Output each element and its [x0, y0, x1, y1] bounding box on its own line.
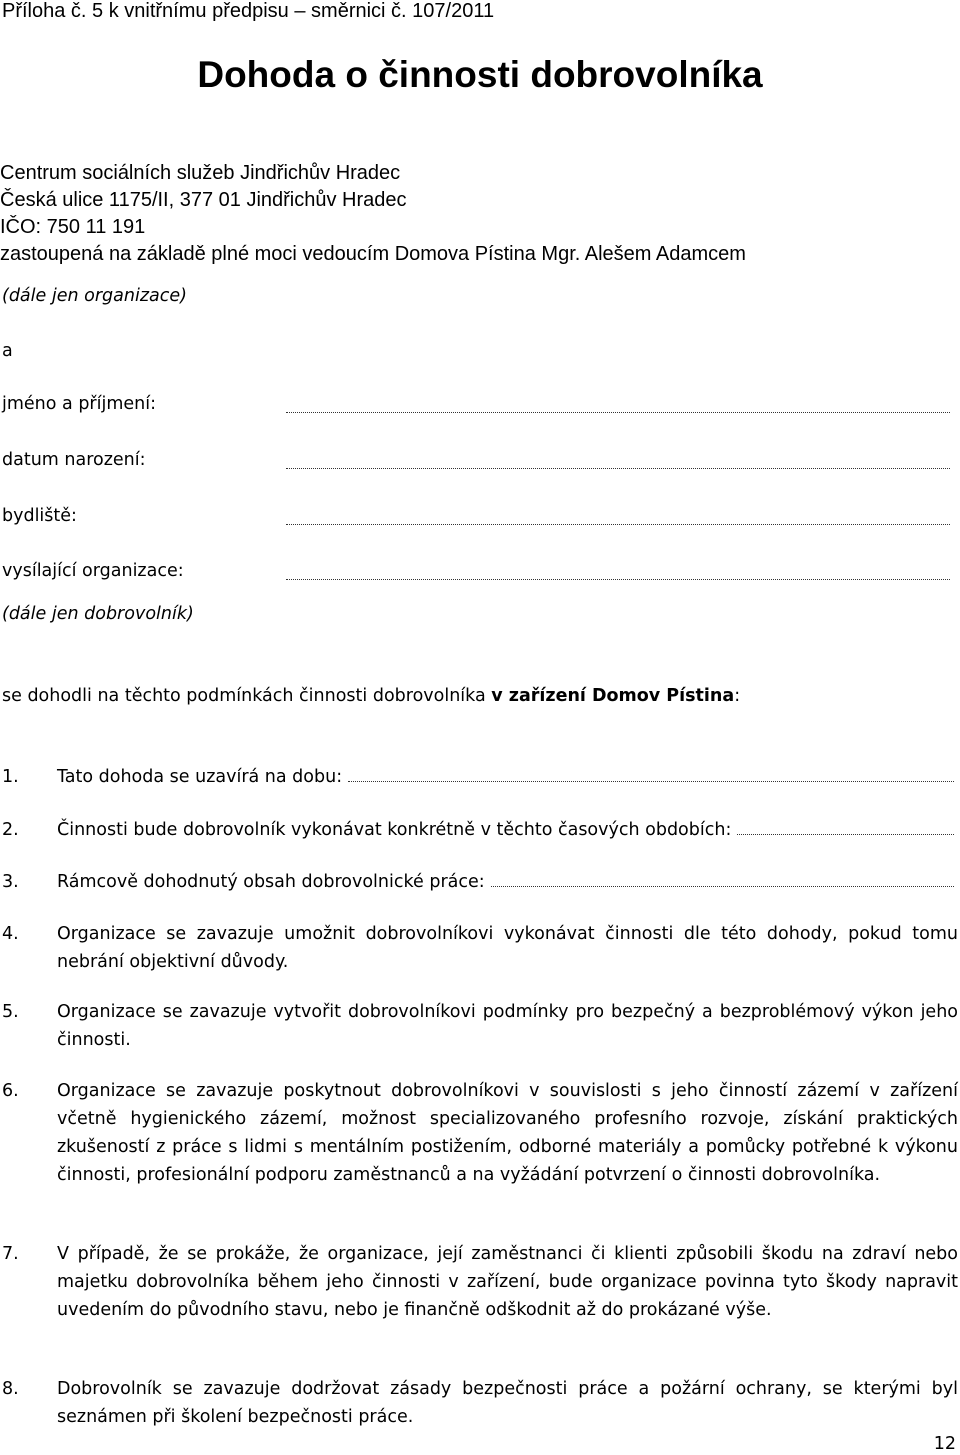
- dotted-line[interactable]: [737, 816, 954, 835]
- dotted-line: [286, 579, 950, 580]
- field-label: bydliště:: [2, 506, 77, 526]
- agreement-intro-facility: v zařízení Domov Pístina: [491, 686, 735, 706]
- field-label: vysílající organizace:: [2, 561, 184, 581]
- organization-name: Centrum sociálních služeb Jindřichův Hradec: [0, 162, 401, 184]
- item-text: Dobrovolník se zavazuje dodržovat zásady bezpečnosti práce a požární ochrany, se kterými byl seznámen při školení bezpečnosti práce.: [57, 1379, 958, 1427]
- dotted-line[interactable]: [348, 763, 954, 782]
- item-number: 6.: [2, 1081, 19, 1101]
- list-item: [2, 1240, 958, 1352]
- item-number: 5.: [2, 1002, 19, 1022]
- list-item: [2, 763, 958, 791]
- organization-alias: (dále jen organizace): [2, 286, 187, 306]
- organization-representative: zastoupená na základě plné moci vedoucím Domova Pístina Mgr. Alešem Adamcem: [0, 243, 746, 265]
- agreement-intro-end: :: [734, 686, 741, 706]
- volunteer-alias: (dále jen dobrovolník): [2, 604, 194, 624]
- item-number: 8.: [2, 1379, 19, 1399]
- item-number: 3.: [2, 872, 19, 892]
- list-item: [2, 920, 958, 976]
- document-title: Dohoda o činnosti dobrovolníka: [197, 54, 763, 95]
- field-birthdate[interactable]: [2, 450, 950, 476]
- item-number: 1.: [2, 767, 19, 787]
- organization-address: Česká ulice 1175/II, 377 01 Jindřichův Hradec: [0, 189, 407, 211]
- agreement-intro: [2, 683, 740, 709]
- field-label: datum narození:: [2, 450, 146, 470]
- list-item: [2, 816, 958, 844]
- item-number: 2.: [2, 820, 19, 840]
- item-text: Organizace se zavazuje poskytnout dobrovolníkovi v souvislosti s jeho činností zázemí v zařízení včetně hygienického zázemí, možnost specializovaného profesního rozvoje, získání praktických zkušeností z práce s lidmi s mentálním postižením, odborné materiály a pomůcky potřebné k výkonu činnosti, profesionální podporu zaměstnanců a na vyžádání potvrzení o činnosti dobrovolníka.: [57, 1081, 958, 1185]
- list-item: [2, 868, 958, 896]
- field-label: jméno a příjmení:: [2, 394, 157, 414]
- list-item: [2, 1077, 958, 1217]
- item-text: Organizace se zavazuje umožnit dobrovolníkovi vykonávat činnosti dle této dohody, pokud tomu nebrání objektivní důvody.: [57, 924, 958, 972]
- header-note: Příloha č. 5 k vnitřnímu předpisu – směrnici č. 107/2011: [2, 0, 495, 22]
- list-item: [2, 998, 958, 1054]
- item-text: Organizace se zavazuje vytvořit dobrovolníkovi podmínky pro bezpečný a bezproblémový výkon jeho činnosti.: [57, 1002, 958, 1050]
- agreement-intro-text: se dohodli na těchto podmínkách činnosti dobrovolníka: [2, 686, 492, 706]
- list-item: [2, 1375, 958, 1431]
- dotted-line: [286, 524, 950, 525]
- field-name[interactable]: [2, 394, 950, 420]
- item-number: 4.: [2, 924, 19, 944]
- item-text: V případě, že se prokáže, že organizace, její zaměstnanci či klienti způsobili škodu na zdraví nebo majetku dobrovolníka během jeho činnosti v zařízení, bude organizace povinna tyto škody napravit uvedením do původního stavu, nebo je finančně odškodnit až do prokázané výše.: [57, 1244, 958, 1320]
- item-text: Činnosti bude dobrovolník vykonávat konkrétně v těchto časových obdobích:: [57, 820, 732, 840]
- item-text: Tato dohoda se uzavírá na dobu:: [57, 767, 343, 787]
- dotted-line[interactable]: [491, 868, 954, 887]
- dotted-line: [286, 468, 950, 469]
- item-number: 7.: [2, 1244, 19, 1264]
- item-text: Rámcově dohodnutý obsah dobrovolnické práce:: [57, 872, 485, 892]
- field-residence[interactable]: [2, 506, 950, 532]
- field-sending-organization[interactable]: [2, 561, 950, 587]
- dotted-line: [286, 412, 950, 413]
- organization-ico: IČO: 750 11 191: [0, 216, 146, 238]
- conjunction: a: [2, 341, 13, 361]
- page-number: 12: [933, 1434, 956, 1454]
